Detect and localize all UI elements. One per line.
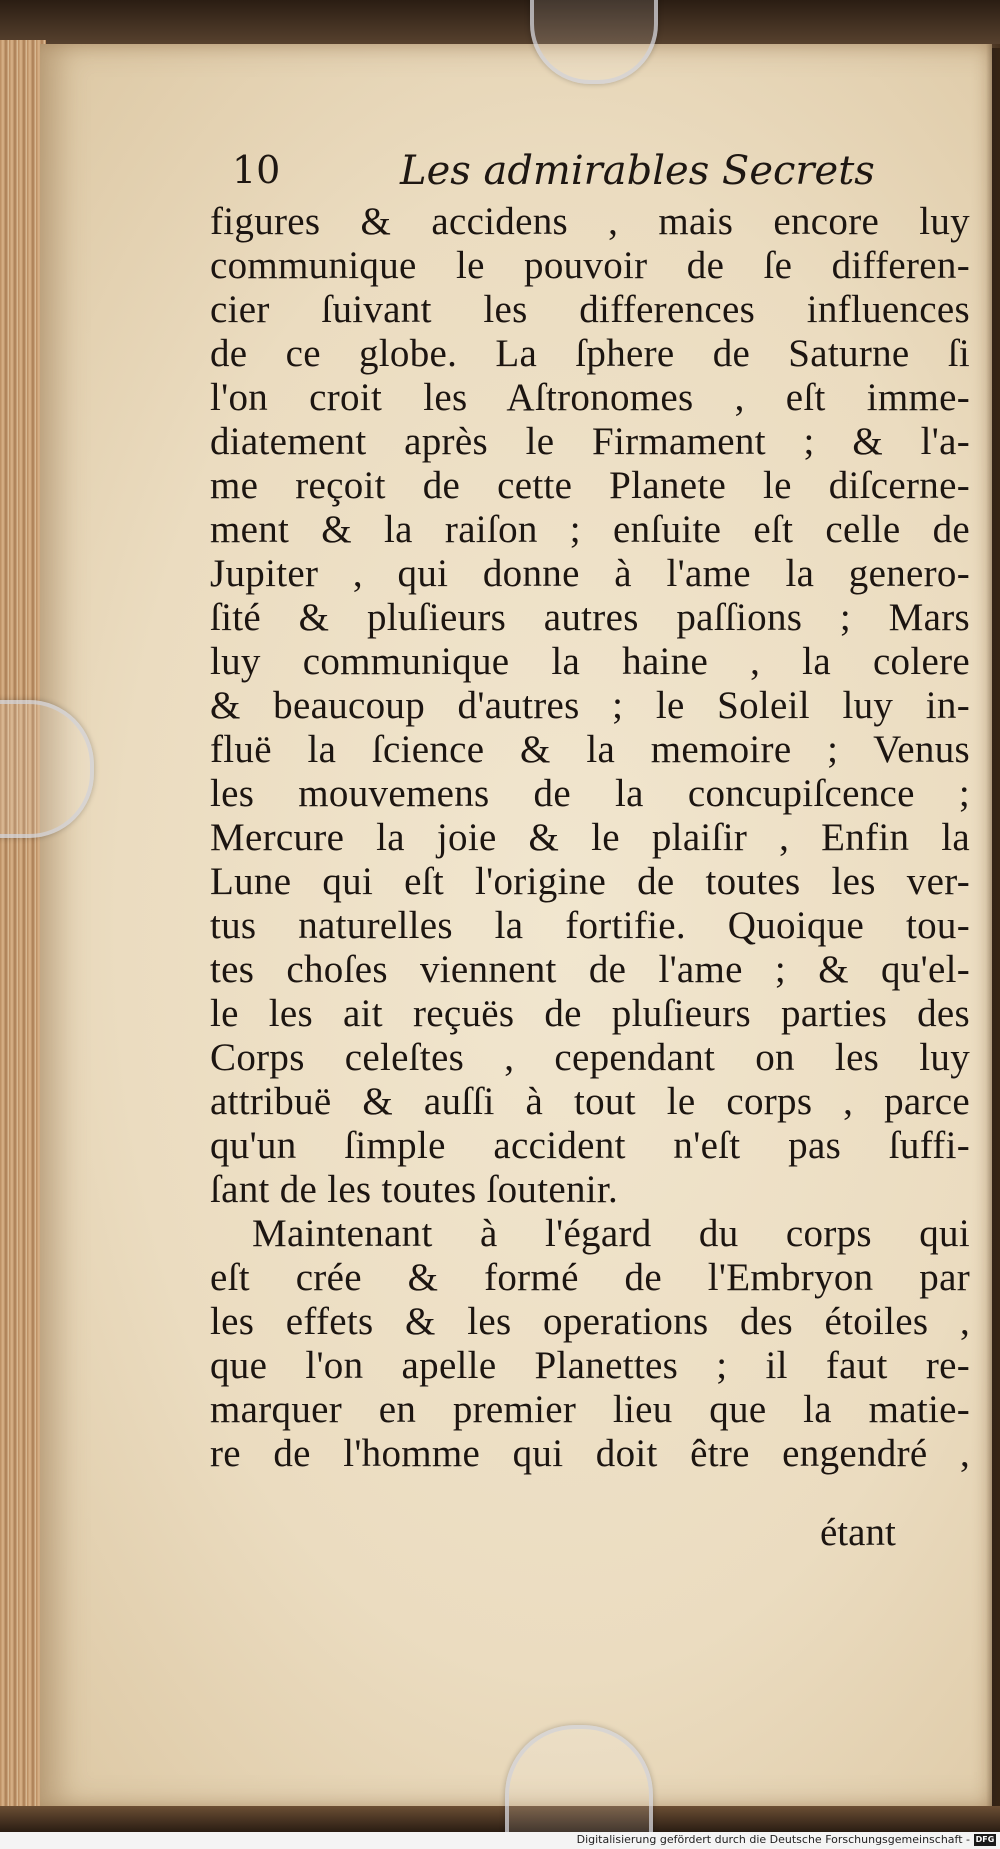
book-bottom-edge xyxy=(0,1806,1000,1832)
dfg-logo: DFG xyxy=(975,1835,995,1844)
text-line: re de l'homme qui doit être engendré , xyxy=(210,1432,970,1475)
page-header xyxy=(232,148,875,198)
text-line: Mercure la joie & le plaiſir , Enfin la xyxy=(210,816,970,859)
text-line: me reçoit de cette Planete le diſcerne- xyxy=(210,464,970,507)
text-line: les mouvemens de la concupiſcence ; xyxy=(210,772,970,815)
text-line: Lune qui eſt l'origine de toutes les ver- xyxy=(210,860,970,903)
text-line: fluë la ſcience & la memoire ; Venus xyxy=(210,728,970,771)
paragraph-start-line: Maintenant à l'égard du corps qui xyxy=(252,1212,970,1255)
text-line: marquer en premier lieu que la matie- xyxy=(210,1388,970,1431)
text-line: ment & la raiſon ; enſuite eſt celle de xyxy=(210,508,970,551)
text-line: ſant de les toutes ſoutenir. xyxy=(210,1168,619,1211)
text-line: diatement après le Firmament ; & l'a- xyxy=(210,420,970,463)
catchword: étant xyxy=(820,1511,896,1554)
text-line: tus naturelles la fortifie. Quoique tou- xyxy=(210,904,970,947)
book-top-edge xyxy=(0,0,1000,48)
digitization-credit: Digitalisierung gefördert durch die Deutsche Forschungsgemeinschaft - xyxy=(576,1833,970,1846)
page-number: 10 xyxy=(232,148,281,192)
text-line: cier ſuivant les differences influences xyxy=(210,288,970,331)
text-line: communique le pouvoir de ſe differen- xyxy=(210,244,970,287)
text-line: luy communique la haine , la colere xyxy=(210,640,970,683)
text-line: tes choſes viennent de l'ame ; & qu'el- xyxy=(210,948,970,991)
text-line: attribuë & auſſi à tout le corps , parce xyxy=(210,1080,970,1123)
text-line: Corps celeſtes , cependant on les luy xyxy=(210,1036,970,1079)
text-line: & beaucoup d'autres ; le Soleil luy in- xyxy=(210,684,970,727)
text-line: que l'on apelle Planettes ; il faut re- xyxy=(210,1344,970,1387)
text-line: l'on croit les Aſtronomes , eſt imme- xyxy=(210,376,970,419)
text-line: ſité & pluſieurs autres paſſions ; Mars xyxy=(210,596,970,639)
text-line: Jupiter , qui donne à l'ame la genero- xyxy=(210,552,970,595)
text-line: figures & accidens , mais encore luy xyxy=(210,200,970,243)
body-text xyxy=(210,200,970,1476)
text-line: de ce globe. La ſphere de Saturne ſi xyxy=(210,332,970,375)
text-line: qu'un ſimple accident n'eſt pas ſuffi- xyxy=(210,1124,970,1167)
text-line: le les ait reçuës de pluſieurs parties des xyxy=(210,992,970,1035)
running-title: Les admirables Secrets xyxy=(400,148,875,194)
gutter-shadow xyxy=(986,44,1000,1808)
text-line: eſt crée & formé de l'Embryon par xyxy=(210,1256,970,1299)
text-line: les effets & les operations des étoiles , xyxy=(210,1300,970,1343)
